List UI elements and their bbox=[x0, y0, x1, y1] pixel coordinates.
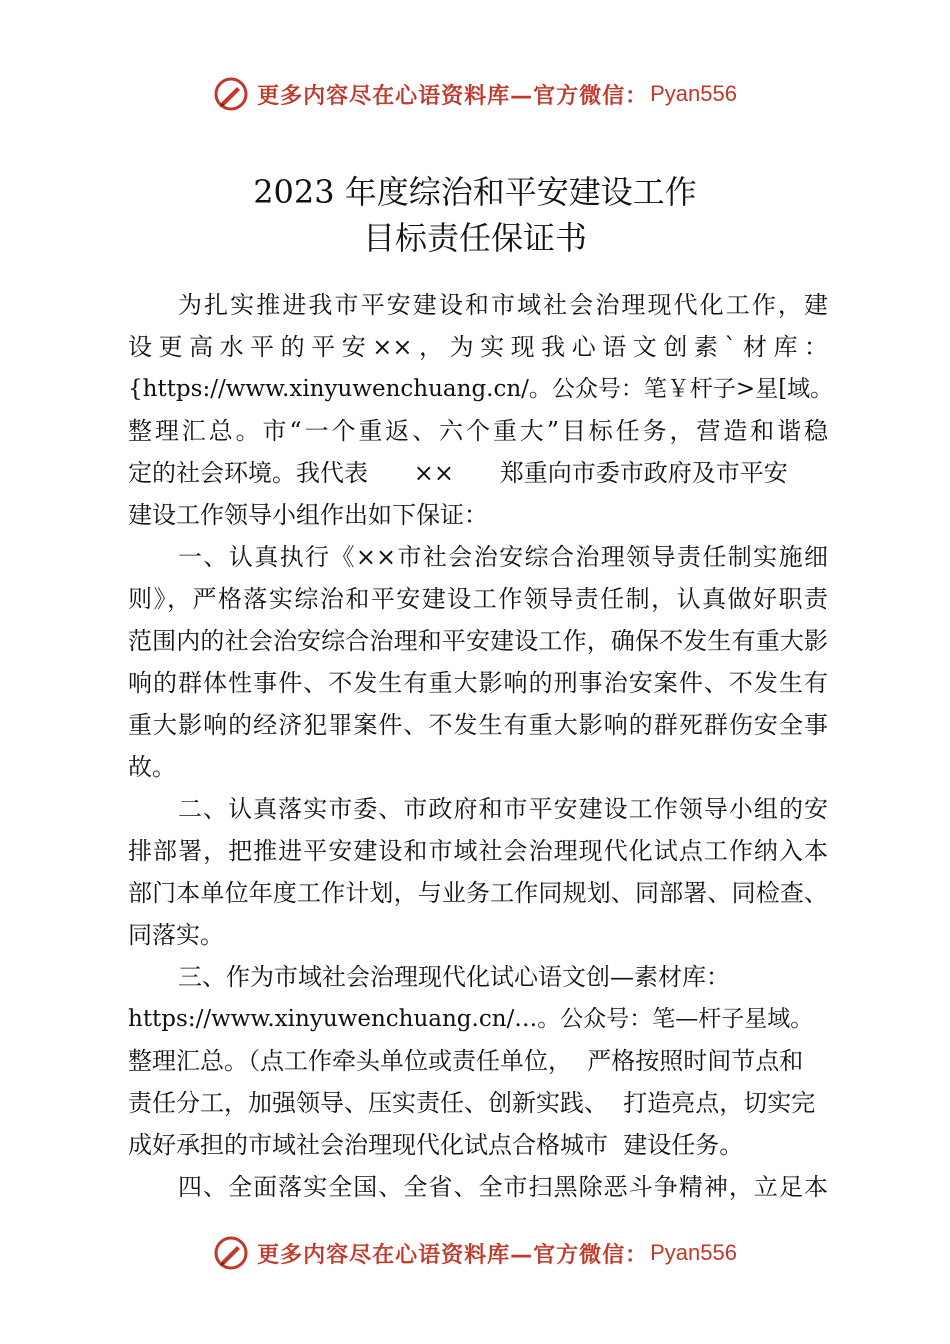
paragraph-line: 三、作为市域社会治理现代化试心语文创—素材库： bbox=[178, 963, 730, 991]
paragraph-line: {https://www.xinyuwenchuang.cn/。公众号：笔￥杆子>星[域。 bbox=[128, 376, 834, 402]
paragraph-line: 同落实。 bbox=[128, 921, 224, 949]
paragraph-line: 响的群体性事件、不发生有重大影响的刑事治安案件、不发生有 bbox=[128, 669, 828, 697]
banner-text: 更多内容尽在心语资料库—官方微信： bbox=[257, 83, 649, 109]
paragraph-line: 范围内的社会治安综合治理和平安建设工作，确保不发生有重大影 bbox=[128, 627, 828, 655]
footer-watermark-banner bbox=[0, 1231, 950, 1275]
paragraph-line: 为扎实推进我市平安建设和市域社会治理现代化工作，建 bbox=[178, 291, 828, 319]
paragraph-line: 定的社会环境。我代表 ×× 郑重向市委市政府及市平安 bbox=[128, 459, 788, 487]
banner-wechat-id: Pyan556 bbox=[650, 81, 737, 106]
paragraph-line: 成好承担的市域社会治理现代化试点合格城市 建设任务。 bbox=[128, 1131, 744, 1159]
paragraph-line: 二、认真落实市委、市政府和市平安建设工作领导小组的安 bbox=[178, 795, 828, 823]
header-watermark-banner bbox=[0, 72, 950, 116]
paragraph-line: 设更高水平的平安××，为实现我心语文创素`材库： bbox=[128, 333, 828, 361]
paragraph-line: 则》，严格落实综治和平安建设工作领导责任制，认真做好职责 bbox=[128, 585, 828, 613]
paragraph-line: 整理汇总。（点工作牵头单位或责任单位， 严格按照时间节点和 bbox=[128, 1047, 804, 1075]
paragraph-line: 一、认真执行《××市社会治安综合治理领导责任制实施细 bbox=[178, 543, 828, 571]
banner-wechat-id: Pyan556 bbox=[650, 1240, 737, 1265]
banner-text: 更多内容尽在心语资料库—官方微信： bbox=[257, 1242, 649, 1268]
paragraph-line: 建设工作领导小组作出如下保证： bbox=[128, 501, 488, 529]
paragraph-line: 故。 bbox=[128, 753, 176, 781]
pen-logo-icon bbox=[213, 1235, 249, 1271]
paragraph-line: 责任分工，加强领导、压实责任、创新实践、 打造亮点，切实完 bbox=[128, 1089, 816, 1117]
paragraph-line: 部门本单位年度工作计划，与业务工作同规划、同部署、同检查、 bbox=[128, 879, 828, 907]
pen-logo-icon bbox=[213, 76, 249, 112]
paragraph-line: 排部署，把推进平安建设和市域社会治理现代化试点工作纳入本 bbox=[128, 837, 828, 865]
paragraph-line: 整理汇总。市“一个重返、六个重大”目标任务，营造和谐稳 bbox=[128, 417, 828, 445]
document-title-line2: 目标责任保证书 bbox=[362, 219, 587, 257]
paragraph-line: 重大影响的经济犯罪案件、不发生有重大影响的群死群伤安全事 bbox=[128, 711, 828, 739]
document-title-line1: 2023 年度综治和平安建设工作 bbox=[253, 173, 697, 211]
paragraph-line: 四、全面落实全国、全省、全市扫黑除恶斗争精神，立足本 bbox=[178, 1173, 828, 1201]
paragraph-line: https://www.xinyuwenchuang.cn/…。公众号：笔—杆子星域。 bbox=[128, 1006, 814, 1032]
